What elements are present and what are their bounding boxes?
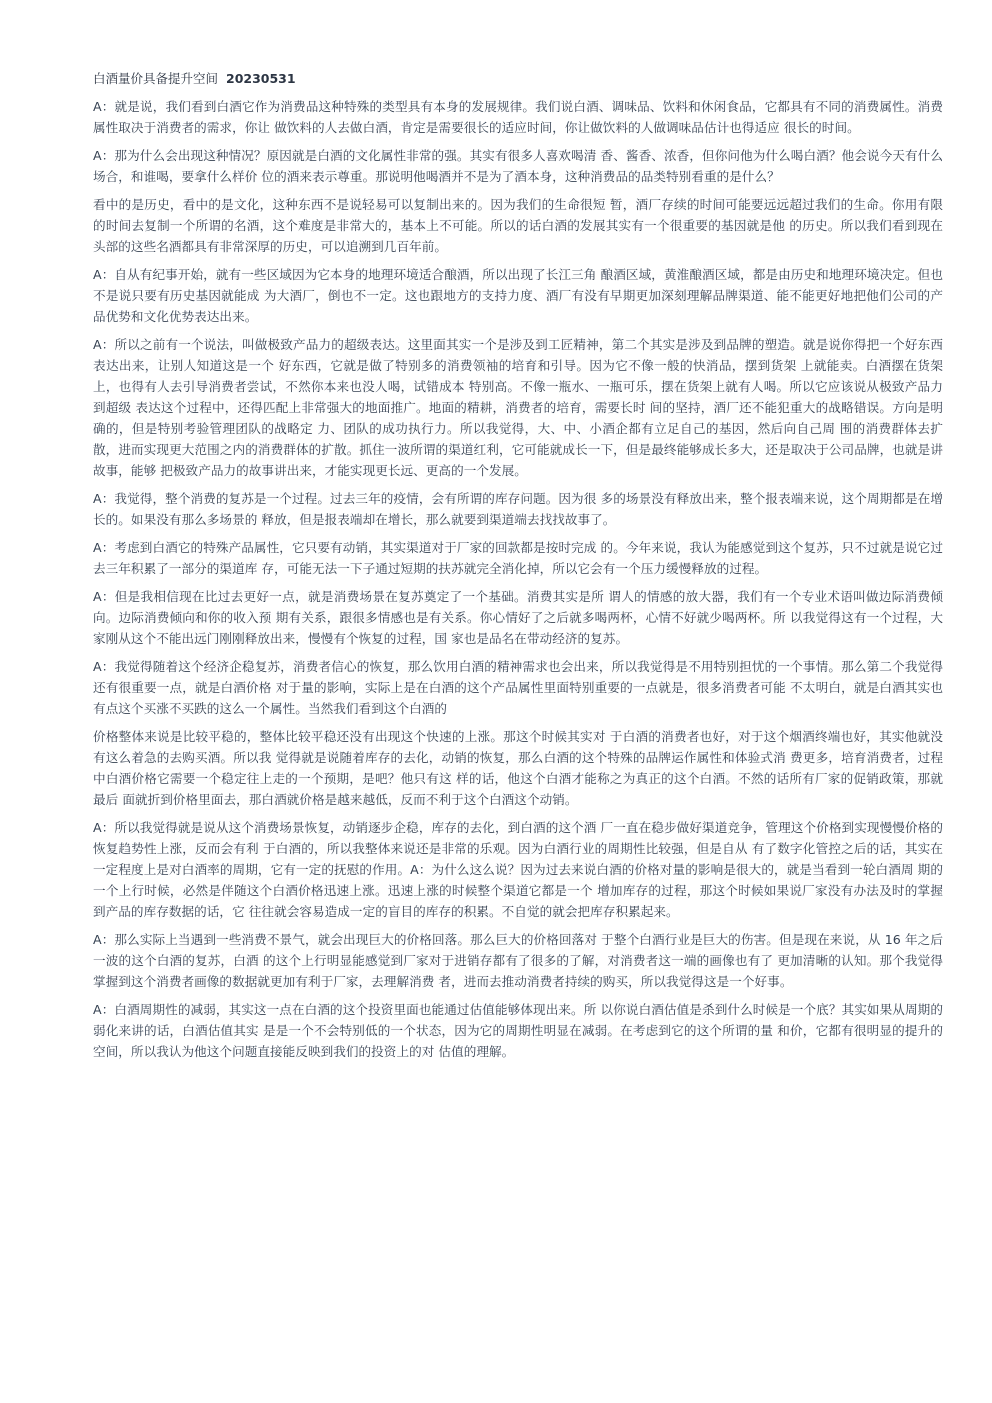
- paragraph: A：自从有纪事开始，就有一些区域因为它本身的地理环境适合酿酒，所以出现了长江三角 酿酒区域，黄淮酿酒区域，都是由历史和地理环境决定。但也不是说只要有历史基因就能成 为大酒厂，倒也不一定。这也跟地方的支持力度、酒厂有没有早期更加深刻理解品牌渠道、能不能更好地把他们公司的产品优势和文化优势表达出来。: [93, 267, 943, 324]
- document-body: [93, 96, 943, 1062]
- paragraph: A：我觉得，整个消费的复苏是一个过程。过去三年的疫情，会有所谓的库存问题。因为很 多的场景没有释放出来，整个报表端来说，这个周期都是在增长的。如果没有那么多场景的 释放，但是报表端却在增长，那么就要到渠道端去找找故事了。: [93, 491, 943, 527]
- paragraph: A：所以之前有一个说法，叫做极致产品力的超级表达。这里面其实一个是涉及到工匠精神，第二个其实是涉及到品牌的塑造。就是说你得把一个好东西表达出来，让别人知道这是一个 好东西，它就是做了特别多的消费领袖的培育和引导。因为它不像一般的快消品，摆到货架 上就能卖。白酒摆在货架上，也得有人去引导消费者尝试，不然你本来也没人喝，试错成本 特别高。不像一瓶水、一瓶可乐，摆在货架上就有人喝。所以它应该说从极致产品力到超级 表达这个过程中，还得匹配上非常强大的地面推广。地面的精耕，消费者的培育，需要长时 间的坚持，酒厂还不能犯重大的战略错误。方向是明确的，但是特别考验管理团队的战略定 力、团队的成功执行力。所以我觉得，大、中、小酒企都有立足自己的基因，然后向自己周 围的消费群体去扩散，进而实现更大范围之内的消费群体的扩散。抓住一波所谓的渠道红利，它可能就成长一下，但是最终能够成长多大，还是取决于公司品牌，也就是讲故事，能够 把极致产品力的故事讲出来，才能实现更长远、更高的一个发展。: [93, 337, 943, 478]
- paragraph: A：但是我相信现在比过去更好一点，就是消费场景在复苏奠定了一个基础。消费其实是所 谓人的情感的放大器，我们有一个专业术语叫做边际消费倾向。边际消费倾向和你的收入预 期有关系，跟很多情感也是有关系。你心情好了之后就多喝两杯，心情不好就少喝两杯。所 以我觉得这有一个过程，大家刚从这个不能出远门刚刚释放出来，慢慢有个恢复的过程，国 家也是品名在带动经济的复苏。: [93, 589, 943, 646]
- paragraph: A：就是说，我们看到白酒它作为消费品这种特殊的类型具有本身的发展规律。我们说白酒、调味品、饮料和休闲食品，它都具有不同的消费属性。消费属性取决于消费者的需求，你让 做饮料的人去做白酒，肯定是需要很长的适应时间，你让做饮料的人做调味品估计也得适应 很长的时间。: [93, 99, 943, 135]
- paragraph: 看中的是历史，看中的是文化，这种东西不是说轻易可以复制出来的。因为我们的生命很短 暂，酒厂存续的时间可能要远远超过我们的生命。你用有限的时间去复制一个所谓的名酒，这个难度是非常大的，基本上不可能。所以的话白酒的发展其实有一个很重要的基因就是他 的历史。所以我们看到现在头部的这些名酒都具有非常深厚的历史，可以追溯到几百年前。: [93, 197, 943, 254]
- paragraph: A：那为什么会出现这种情况？原因就是白酒的文化属性非常的强。其实有很多人喜欢喝清 香、酱香、浓香，但你问他为什么喝白酒？他会说今天有什么场合，和谁喝，要拿什么样价 位的酒来表示尊重。那说明他喝酒并不是为了酒本身，这种消费品的品类特别看重的是什么？: [93, 148, 943, 184]
- document-title: [93, 70, 943, 88]
- paragraph: A：白酒周期性的减弱，其实这一点在白酒的这个投资里面也能通过估值能够体现出来。所 以你说白酒估值是杀到什么时候是一个底？其实如果从周期的弱化来讲的话，白酒估值其实 是是一个不会特别低的一个状态，因为它的周期性明显在减弱。在考虑到它的这个所谓的量 和价，它都有很明显的提升的空间，所以我认为他这个问题直接能反映到我们的投资上的对 估值的理解。: [93, 1002, 943, 1059]
- document-title-text: 白酒量价具备提升空间: [93, 71, 219, 86]
- paragraph: A：那么实际上当遇到一些消费不景气，就会出现巨大的价格回落。那么巨大的价格回落对 于整个白酒行业是巨大的伤害。但是现在来说，从 16 年之后一波的这个白酒的复苏，白酒 的这个上行明显能感觉到厂家对于进销存都有了很多的了解，对消费者这一端的画像也有了 更加清晰的认知。那个我觉得掌握到这个消费者画像的数据就更加有利于厂家，去理解消费 者，进而去推动消费者持续的购买，所以我觉得这是一个好事。: [93, 932, 943, 989]
- document-date: 20230531: [226, 71, 296, 86]
- document-page: [93, 70, 943, 1069]
- paragraph: A：所以我觉得就是说从这个消费场景恢复，动销逐步企稳，库存的去化，到白酒的这个酒 厂一直在稳步做好渠道竞争，管理这个价格到实现慢慢价格的恢复趋势性上涨，反而会有利 于白酒的，所以我整体来说还是非常的乐观。因为白酒行业的周期性比较强，但是自从 有了数字化管控之后的话，其实在一定程度上是对白酒率的周期，它有一定的抚慰的作用。A：为什么这么说？因为过去来说白酒的价格对量的影响是很大的，就是当看到一轮白酒周 期的一个上行时候，必然是伴随这个白酒价格迅速上涨。迅速上涨的时候整个渠道它都是一个 增加库存的过程，那这个时候如果说厂家没有办法及时的掌握到产品的库存数据的话，它 往往就会容易造成一定的盲目的库存的积累。不自觉的就会把库存积累起来。: [93, 820, 943, 919]
- paragraph: A：考虑到白酒它的特殊产品属性，它只要有动销，其实渠道对于厂家的回款都是按时完成 的。今年来说，我认为能感觉到这个复苏，只不过就是说它过去三年积累了一部分的渠道库 存，可能无法一下子通过短期的扶苏就完全消化掉，所以它会有一个压力缓慢释放的过程。: [93, 540, 943, 576]
- paragraph: 价格整体来说是比较平稳的，整体比较平稳还没有出现这个快速的上涨。那这个时候其实对 于白酒的消费者也好，对于这个烟酒终端也好，其实他就没有这么着急的去购买酒。所以我 觉得就是说随着库存的去化，动销的恢复，那么白酒的这个特殊的品牌运作属性和体验式消 费更多，培育消费者，过程中白酒价格它需要一个稳定往上走的一个预期，是吧？他只有这 样的话，他这个白酒才能称之为真正的这个白酒。不然的话所有厂家的促销政策，那就最后 面就折到价格里面去，那白酒就价格是越来越低，反而不利于这个白酒这个动销。: [93, 729, 943, 807]
- paragraph: A：我觉得随着这个经济企稳复苏，消费者信心的恢复，那么饮用白酒的精神需求也会出来，所以我觉得是不用特别担忧的一个事情。那么第二个我觉得还有很重要一点，就是白酒价格 对于量的影响，实际上是在白酒的这个产品属性里面特别重要的一点就是，很多消费者可能 不太明白，就是白酒其实也有点这个买涨不买跌的这么一个属性。当然我们看到这个白酒的: [93, 659, 943, 716]
